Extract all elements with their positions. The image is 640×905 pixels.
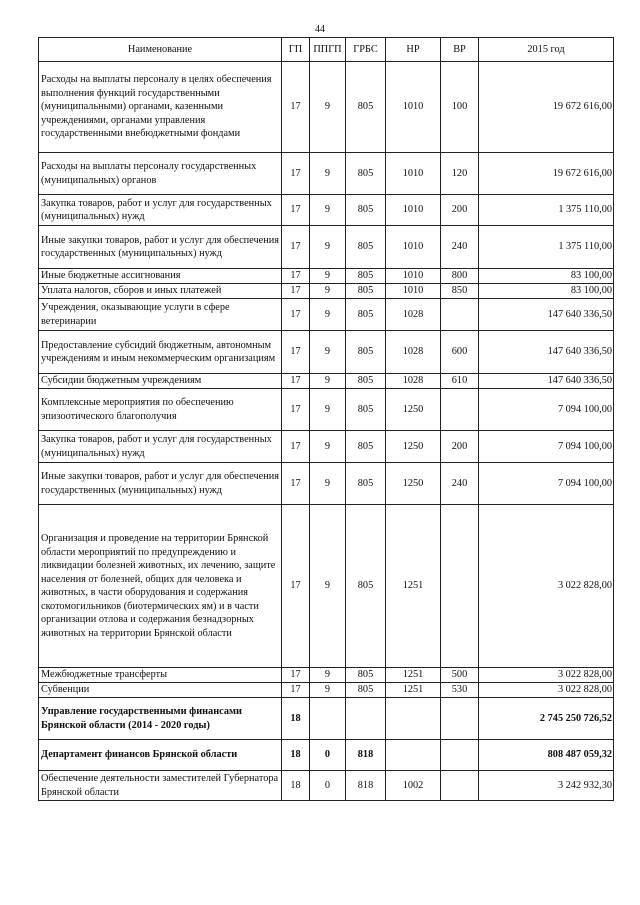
row-name: Иные закупки товаров, работ и услуг для обеспечения государственных (муниципальных) нужд: [39, 226, 282, 269]
row-name: Обеспечение деятельности заместителей Губернатора Брянской области: [39, 771, 282, 801]
row-nr: 1010: [386, 195, 441, 226]
row-ppgp: [310, 698, 346, 740]
row-vr: 530: [441, 683, 479, 698]
row-ppgp: 9: [310, 505, 346, 668]
table-row: [39, 431, 614, 463]
row-vr: 200: [441, 195, 479, 226]
table-row: [39, 771, 614, 801]
row-amount: 3 022 828,00: [479, 668, 614, 683]
row-name: Организация и проведение на территории Брянской области мероприятий по предупреждению и ликвидации болезней животных, их лечению, защите населения от болезней, общих для человека и животных, в части оборудования и содержания скотомогильников (биотермических ям) и в части организации отлова и содержания безнадзорных животных на территории Брянской области: [39, 505, 282, 668]
row-grbs: 805: [346, 299, 386, 331]
row-nr: 1010: [386, 226, 441, 269]
page-number: 44: [315, 24, 325, 35]
table-row: [39, 463, 614, 505]
row-amount: 83 100,00: [479, 269, 614, 284]
row-vr: 120: [441, 153, 479, 195]
row-name: Учреждения, оказывающие услуги в сфере ветеринарии: [39, 299, 282, 331]
row-nr: [386, 740, 441, 771]
row-name: Предоставление субсидий бюджетным, автономным учреждениям и иным некоммерческим организациям: [39, 331, 282, 374]
row-gp: 18: [282, 771, 310, 801]
header-vr: ВР: [441, 38, 479, 62]
row-grbs: 805: [346, 331, 386, 374]
row-vr: [441, 771, 479, 801]
row-nr: 1250: [386, 389, 441, 431]
row-amount: 1 375 110,00: [479, 226, 614, 269]
header-nr: НР: [386, 38, 441, 62]
row-vr: [441, 389, 479, 431]
row-amount: 3 022 828,00: [479, 505, 614, 668]
row-name: Департамент финансов Брянской области: [39, 740, 282, 771]
row-gp: 17: [282, 374, 310, 389]
table-row: [39, 389, 614, 431]
budget-table: [38, 37, 614, 801]
row-nr: [386, 698, 441, 740]
row-ppgp: 9: [310, 331, 346, 374]
row-amount: 2 745 250 726,52: [479, 698, 614, 740]
table-row: [39, 374, 614, 389]
row-ppgp: 9: [310, 226, 346, 269]
row-grbs: 805: [346, 153, 386, 195]
row-vr: 500: [441, 668, 479, 683]
row-amount: 7 094 100,00: [479, 389, 614, 431]
row-amount: 808 487 059,32: [479, 740, 614, 771]
row-ppgp: 9: [310, 195, 346, 226]
table-row: [39, 683, 614, 698]
table-row: [39, 299, 614, 331]
row-gp: 17: [282, 226, 310, 269]
row-grbs: 805: [346, 505, 386, 668]
row-amount: 3 022 828,00: [479, 683, 614, 698]
row-nr: 1251: [386, 683, 441, 698]
row-grbs: 805: [346, 431, 386, 463]
row-ppgp: 9: [310, 431, 346, 463]
row-amount: 147 640 336,50: [479, 374, 614, 389]
row-gp: 17: [282, 431, 310, 463]
row-nr: 1250: [386, 431, 441, 463]
row-ppgp: 9: [310, 269, 346, 284]
row-grbs: 805: [346, 668, 386, 683]
row-ppgp: 9: [310, 463, 346, 505]
row-name: Расходы на выплаты персоналу государственных (муниципальных) органов: [39, 153, 282, 195]
row-amount: 147 640 336,50: [479, 331, 614, 374]
row-ppgp: 0: [310, 771, 346, 801]
row-gp: 17: [282, 284, 310, 299]
row-grbs: 805: [346, 284, 386, 299]
row-ppgp: 9: [310, 683, 346, 698]
table-row: [39, 740, 614, 771]
row-grbs: 805: [346, 683, 386, 698]
row-nr: 1028: [386, 374, 441, 389]
table-row: [39, 331, 614, 374]
row-amount: 147 640 336,50: [479, 299, 614, 331]
row-ppgp: 9: [310, 668, 346, 683]
row-name: Иные бюджетные ассигнования: [39, 269, 282, 284]
row-amount: 7 094 100,00: [479, 431, 614, 463]
row-nr: 1028: [386, 331, 441, 374]
row-name: Иные закупки товаров, работ и услуг для обеспечения государственных (муниципальных) нужд: [39, 463, 282, 505]
row-nr: 1010: [386, 153, 441, 195]
row-name: Закупка товаров, работ и услуг для государственных (муниципальных) нужд: [39, 195, 282, 226]
row-nr: 1251: [386, 505, 441, 668]
row-gp: 17: [282, 463, 310, 505]
row-vr: [441, 299, 479, 331]
header-grbs: ГРБС: [346, 38, 386, 62]
row-nr: 1010: [386, 269, 441, 284]
header-row: [39, 38, 614, 62]
row-gp: 17: [282, 683, 310, 698]
table-row: [39, 226, 614, 269]
row-gp: 18: [282, 698, 310, 740]
row-name: Управление государственными финансами Брянской области (2014 - 2020 годы): [39, 698, 282, 740]
row-grbs: 805: [346, 374, 386, 389]
table-row: [39, 698, 614, 740]
row-amount: 1 375 110,00: [479, 195, 614, 226]
row-grbs: 805: [346, 269, 386, 284]
row-vr: [441, 698, 479, 740]
row-vr: 600: [441, 331, 479, 374]
row-vr: 200: [441, 431, 479, 463]
row-grbs: 805: [346, 389, 386, 431]
row-gp: 18: [282, 740, 310, 771]
row-gp: 17: [282, 668, 310, 683]
header-2015: 2015 год: [479, 38, 614, 62]
table-row: [39, 195, 614, 226]
row-amount: 3 242 932,30: [479, 771, 614, 801]
header-name: Наименование: [39, 38, 282, 62]
row-vr: 240: [441, 226, 479, 269]
row-gp: 17: [282, 269, 310, 284]
row-name: Закупка товаров, работ и услуг для государственных (муниципальных) нужд: [39, 431, 282, 463]
row-amount: 83 100,00: [479, 284, 614, 299]
row-grbs: [346, 698, 386, 740]
row-amount: 19 672 616,00: [479, 153, 614, 195]
row-name: Межбюджетные трансферты: [39, 668, 282, 683]
row-ppgp: 0: [310, 740, 346, 771]
row-grbs: 805: [346, 62, 386, 153]
header-ppgp: ППГП: [310, 38, 346, 62]
table-row: [39, 62, 614, 153]
row-gp: 17: [282, 505, 310, 668]
row-gp: 17: [282, 195, 310, 226]
row-name: Субвенции: [39, 683, 282, 698]
row-amount: 7 094 100,00: [479, 463, 614, 505]
row-nr: 1010: [386, 284, 441, 299]
row-amount: 19 672 616,00: [479, 62, 614, 153]
row-vr: 850: [441, 284, 479, 299]
row-vr: 240: [441, 463, 479, 505]
row-nr: 1002: [386, 771, 441, 801]
row-ppgp: 9: [310, 299, 346, 331]
row-name: Расходы на выплаты персоналу в целях обеспечения выполнения функций государственными (муниципальными) органами, казенными учреждениями, органами управления государственными внебюджетными фондами: [39, 62, 282, 153]
row-gp: 17: [282, 331, 310, 374]
table-row: [39, 284, 614, 299]
row-nr: 1028: [386, 299, 441, 331]
row-ppgp: 9: [310, 153, 346, 195]
row-grbs: 805: [346, 195, 386, 226]
row-nr: 1250: [386, 463, 441, 505]
row-grbs: 805: [346, 226, 386, 269]
row-vr: [441, 740, 479, 771]
row-vr: 610: [441, 374, 479, 389]
row-grbs: 805: [346, 463, 386, 505]
row-nr: 1251: [386, 668, 441, 683]
row-ppgp: 9: [310, 374, 346, 389]
row-grbs: 818: [346, 771, 386, 801]
table-row: [39, 505, 614, 668]
row-name: Субсидии бюджетным учреждениям: [39, 374, 282, 389]
row-ppgp: 9: [310, 284, 346, 299]
row-gp: 17: [282, 299, 310, 331]
row-nr: 1010: [386, 62, 441, 153]
table-row: [39, 153, 614, 195]
row-ppgp: 9: [310, 62, 346, 153]
row-vr: 800: [441, 269, 479, 284]
row-gp: 17: [282, 153, 310, 195]
row-name: Уплата налогов, сборов и иных платежей: [39, 284, 282, 299]
row-ppgp: 9: [310, 389, 346, 431]
table-row: [39, 668, 614, 683]
header-gp: ГП: [282, 38, 310, 62]
row-gp: 17: [282, 389, 310, 431]
row-vr: [441, 505, 479, 668]
table-row: [39, 269, 614, 284]
row-grbs: 818: [346, 740, 386, 771]
row-gp: 17: [282, 62, 310, 153]
row-vr: 100: [441, 62, 479, 153]
row-name: Комплексные мероприятия по обеспечению эпизоотического благополучия: [39, 389, 282, 431]
